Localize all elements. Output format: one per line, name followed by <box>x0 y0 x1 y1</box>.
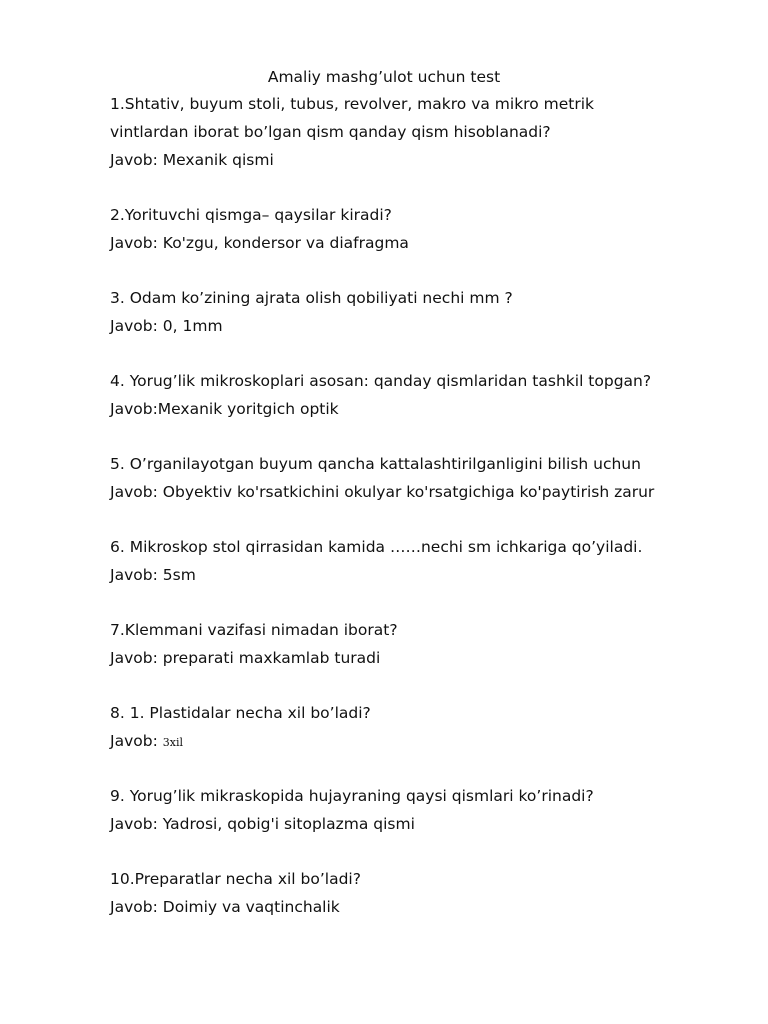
answer-label: Javob: <box>110 566 158 584</box>
answer-label: Javob: <box>110 898 158 916</box>
answer-10-text: Doimiy va vaqtinchalik <box>162 898 340 916</box>
answer-5-text: Obyektiv ko'rsatkichini okulyar ko'rsatgichiga ko'paytirish zarur <box>162 483 655 501</box>
answer-label: Javob: <box>110 649 158 667</box>
answer-6 <box>110 564 196 586</box>
answer-3-text: 0, 1mm <box>162 317 223 335</box>
question-4: 4. Yorug’lik mikroskoplari asosan: qanday qismlaridan tashkil topgan? <box>110 372 652 390</box>
page-title: Amaliy mashg’ulot uchun test <box>267 68 501 86</box>
answer-6-text: 5sm <box>162 566 196 584</box>
answer-label: Javob: <box>110 815 158 833</box>
answer-7-text: preparati maxkamlab turadi <box>162 649 381 667</box>
answer-10 <box>110 896 340 918</box>
answer-3 <box>110 315 223 337</box>
answer-1 <box>110 149 274 171</box>
question-3: 3. Odam ko’zining ajrata olish qobiliyati nechi mm ? <box>110 289 513 307</box>
answer-8-text: 3xil <box>162 736 184 749</box>
question-6: 6. Mikroskop stol qirrasidan kamida ……nechi sm ichkariga qo’yiladi. <box>110 538 643 556</box>
answer-2 <box>110 232 409 254</box>
answer-1-text: Mexanik qismi <box>162 151 274 169</box>
answer-label: Javob: <box>110 234 158 252</box>
question-7: 7.Klemmani vazifasi nimadan iborat? <box>110 621 398 639</box>
answer-4 <box>110 398 339 420</box>
question-10: 10.Preparatlar necha xil bo’ladi? <box>110 870 361 888</box>
question-8: 8. 1. Plastidalar necha xil bo’ladi? <box>110 704 371 722</box>
answer-label: Javob: <box>110 317 158 335</box>
question-1-line-1: 1.Shtativ, buyum stoli, tubus, revolver, makro va mikro metrik <box>110 95 594 113</box>
answer-5 <box>110 481 654 503</box>
answer-label: Javob: <box>110 732 158 750</box>
answer-label: Javob: <box>110 400 158 418</box>
question-9: 9. Yorug’lik mikraskopida hujayraning qaysi qismlari ko’rinadi? <box>110 787 594 805</box>
answer-2-text: Ko'zgu, kondersor va diafragma <box>162 234 409 252</box>
answer-label: Javob: <box>110 483 158 501</box>
answer-8 <box>110 730 183 754</box>
question-2: 2.Yorituvchi qismga– qaysilar kiradi? <box>110 206 392 224</box>
answer-7 <box>110 647 380 669</box>
question-5: 5. O’rganilayotgan buyum qancha kattalashtirilganligini bilish uchun <box>110 455 641 473</box>
answer-9-text: Yadrosi, qobig'i sitoplazma qismi <box>162 815 415 833</box>
answer-9 <box>110 813 415 835</box>
answer-label: Javob: <box>110 151 158 169</box>
question-1-line-2: vintlardan iborat bo’lgan qism qanday qism hisoblanadi? <box>110 123 551 141</box>
answer-4-text: Mexanik yoritgich optik <box>157 400 339 418</box>
